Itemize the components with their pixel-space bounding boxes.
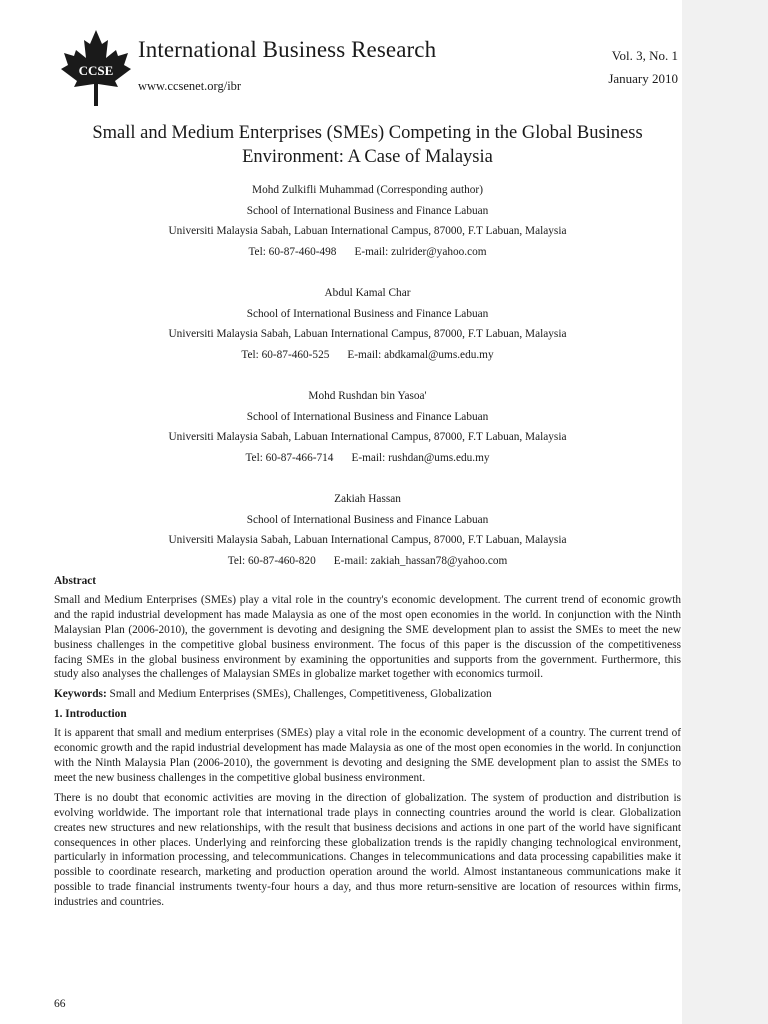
author-contact [54, 345, 681, 366]
author-block [54, 489, 681, 571]
paper-title-line: Environment: A Case of Malaysia [242, 147, 493, 167]
author-block [54, 283, 681, 365]
author-address: Universiti Malaysia Sabah, Labuan International Campus, 87000, F.T Labuan, Malaysia [168, 534, 567, 546]
author-name: Abdul Kamal Char [324, 287, 411, 299]
author-contact [54, 551, 681, 572]
paper-body [54, 574, 681, 915]
keywords-label: Keywords: [54, 688, 107, 701]
journal-date: January 2010 [608, 71, 678, 86]
journal-volume: Vol. 3, No. 1 [611, 48, 678, 63]
author-contact [54, 448, 681, 469]
author-contact [54, 242, 681, 263]
keywords [54, 687, 681, 702]
paper-title-line: Small and Medium Enterprises (SMEs) Competing in the Global Business [92, 123, 643, 143]
introduction-paragraph: It is apparent that small and medium enterprises (SMEs) play a vital role in the economic development of a country. The current trend of economic growth and the rapid industrial development has made Malaysia as one of the most open economies in the world. In conjunction with the Ninth Malaysia Plan (2006-2010), the government is devoting and designing the SME development plan to assist the SMEs to meet the new business challenges in the competitive global business environment. [54, 727, 681, 784]
author-email[interactable]: E-mail: abdkamal@ums.edu.my [347, 348, 494, 361]
author-email[interactable]: E-mail: rushdan@ums.edu.my [351, 451, 490, 464]
author-tel: Tel: 60-87-460-525 [241, 348, 330, 361]
author-name: Zakiah Hassan [334, 493, 401, 505]
author-name: Mohd Zulkifli Muhammad (Corresponding author) [252, 184, 483, 196]
author-block [54, 180, 681, 262]
author-school: School of International Business and Finance Labuan [246, 307, 489, 320]
author-school: School of International Business and Finance Labuan [246, 410, 489, 423]
introduction-paragraph: There is no doubt that economic activities are moving in the direction of globalization. The system of production and distribution is evolving worldwide. The important role that international trade plays in connecting countries around the world is clear. Globalization creates new structures and new relationships, with the result that business decisions and actions in one part of the world have significant consequences in other places. Underlying and reinforcing these globalization trends is the rapidly changing technological environment, particularly in information processing, and telecommunications. Changes in telecommunications and data processing capabilities make it possible to coordinate research, marketing and production operation around the world. Almost instantaneous communications make it possible to trade financial instruments twenty-four hours a day, and thus more return-sensitive are location of resources within firms, industries and countries. [54, 791, 681, 909]
author-tel: Tel: 60-87-460-498 [248, 245, 337, 258]
journal-title: International Business Research [138, 37, 437, 62]
author-address: Universiti Malaysia Sabah, Labuan International Campus, 87000, F.T Labuan, Malaysia [168, 225, 567, 237]
author-block [54, 386, 681, 468]
author-school: School of International Business and Finance Labuan [246, 513, 489, 526]
journal-url[interactable]: www.ccsenet.org/ibr [138, 79, 242, 93]
page-number: 66 [54, 998, 66, 1010]
abstract-text: Small and Medium Enterprises (SMEs) play a vital role in the country's economic development. The current trend of economic growth and the rapid industrial development has made Malaysia as one of the most open economies in the world. In conjunction with the Ninth Malaysian Plan (2006-2010), the government is devoting and designing the SME development plan to assist the SMEs to meet the new business challenges in the competitive global business environment. The focus of this paper is the discussion of the competitiveness facing SMEs in the global business environment by examining the opportunities and supports from the government. Furthermore, this study also analyses the challenges of Malaysian SMEs in globalize market together with economics turmoil. [54, 593, 681, 681]
paper-title [54, 121, 681, 169]
keywords-text: Small and Medium Enterprises (SMEs), Challenges, Competitiveness, Globalization [106, 688, 492, 701]
author-address: Universiti Malaysia Sabah, Labuan International Campus, 87000, F.T Labuan, Malaysia [168, 328, 567, 340]
author-list [54, 180, 681, 571]
author-email[interactable]: E-mail: zulrider@yahoo.com [354, 245, 487, 258]
logo-text: CCSE [78, 63, 114, 78]
author-name: Mohd Rushdan bin Yasoa' [308, 390, 427, 402]
author-email[interactable]: E-mail: zakiah_hassan78@yahoo.com [333, 554, 508, 567]
ccse-maple-leaf-logo [55, 28, 137, 108]
page-margin-strip [682, 0, 768, 1024]
abstract-heading: Abstract [54, 575, 97, 587]
author-school: School of International Business and Finance Labuan [246, 204, 489, 217]
introduction-heading: 1. Introduction [54, 708, 127, 721]
author-address: Universiti Malaysia Sabah, Labuan International Campus, 87000, F.T Labuan, Malaysia [168, 431, 567, 443]
author-tel: Tel: 60-87-466-714 [245, 451, 334, 464]
author-tel: Tel: 60-87-460-820 [227, 554, 316, 567]
